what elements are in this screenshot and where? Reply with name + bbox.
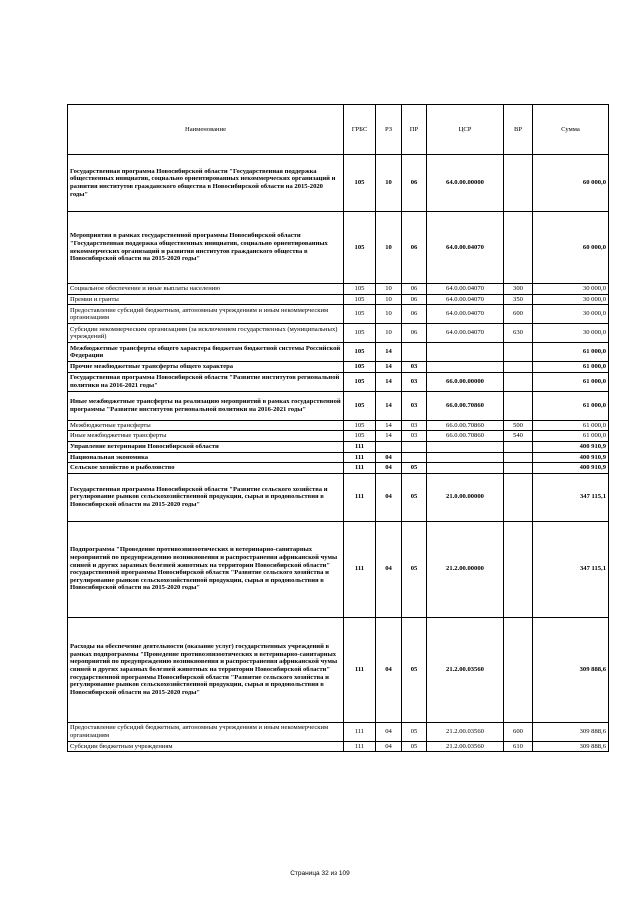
row-pr: 05 xyxy=(402,463,427,474)
table-row xyxy=(68,521,609,617)
row-vr: 610 xyxy=(504,741,533,752)
row-csr: 64.0.00.00000 xyxy=(427,155,504,212)
row-pr: 05 xyxy=(402,741,427,752)
table-row xyxy=(68,155,609,212)
row-grbs: 105 xyxy=(344,362,376,373)
row-sum: 347 115,1 xyxy=(533,473,609,521)
row-pr: 05 xyxy=(402,473,427,521)
row-pr: 06 xyxy=(402,284,427,295)
row-grbs: 105 xyxy=(344,305,376,324)
row-csr: 21.2.00.03560 xyxy=(427,617,504,722)
row-vr xyxy=(504,155,533,212)
page-number: Страница 32 из 109 xyxy=(290,870,350,877)
header-rz: РЗ xyxy=(376,105,402,155)
row-vr xyxy=(504,617,533,722)
row-grbs: 105 xyxy=(344,212,376,284)
row-rz: 14 xyxy=(376,420,402,431)
row-csr: 64.0.00.04070 xyxy=(427,324,504,343)
row-rz: 04 xyxy=(376,741,402,752)
row-vr xyxy=(504,343,533,362)
row-grbs: 111 xyxy=(344,473,376,521)
row-sum: 400 910,9 xyxy=(533,452,609,463)
row-name: Государственная программа Новосибирской области "Развитие сельского хозяйства и регулирование рынков сельскохозяйственной продукции, сырья и продовольствия в Новосибирской области на 2015-2020 годы" xyxy=(68,473,344,521)
row-sum: 61 000,0 xyxy=(533,343,609,362)
row-sum: 60 000,0 xyxy=(533,212,609,284)
row-sum: 347 115,1 xyxy=(533,521,609,617)
table-row xyxy=(68,420,609,431)
row-sum: 61 000,0 xyxy=(533,372,609,391)
table-header-row xyxy=(68,105,609,155)
row-pr xyxy=(402,452,427,463)
table-row xyxy=(68,305,609,324)
row-name: Иные межбюджетные трансферты на реализацию мероприятий в рамках государственной программы "Развитие институтов региональной политики на 2016-2021 годы" xyxy=(68,391,344,420)
row-name: Межбюджетные трансферты xyxy=(68,420,344,431)
row-vr xyxy=(504,391,533,420)
table-body xyxy=(68,155,609,752)
row-csr: 66.0.00.70860 xyxy=(427,391,504,420)
row-name: Предоставление субсидий бюджетным, автономным учреждениям и иным некоммерческим организациям xyxy=(68,722,344,741)
row-csr xyxy=(427,441,504,452)
table-row xyxy=(68,431,609,442)
row-sum: 61 000,0 xyxy=(533,391,609,420)
row-sum: 61 000,0 xyxy=(533,362,609,373)
row-csr: 64.0.00.04070 xyxy=(427,284,504,295)
row-sum: 400 910,9 xyxy=(533,441,609,452)
table-row xyxy=(68,362,609,373)
row-grbs: 105 xyxy=(344,343,376,362)
row-grbs: 105 xyxy=(344,324,376,343)
row-vr xyxy=(504,362,533,373)
table-row xyxy=(68,473,609,521)
table-row xyxy=(68,441,609,452)
row-sum: 61 000,0 xyxy=(533,431,609,442)
row-rz: 04 xyxy=(376,452,402,463)
row-csr: 64.0.00.04070 xyxy=(427,294,504,305)
row-rz: 10 xyxy=(376,212,402,284)
row-vr xyxy=(504,463,533,474)
row-grbs: 111 xyxy=(344,521,376,617)
row-sum: 30 000,0 xyxy=(533,294,609,305)
row-pr: 03 xyxy=(402,420,427,431)
row-grbs: 111 xyxy=(344,463,376,474)
row-rz: 10 xyxy=(376,324,402,343)
row-pr: 06 xyxy=(402,212,427,284)
row-sum: 309 888,6 xyxy=(533,617,609,722)
row-pr: 03 xyxy=(402,362,427,373)
table-row xyxy=(68,617,609,722)
row-name: Сельское хозяйство и рыболовство xyxy=(68,463,344,474)
row-grbs: 105 xyxy=(344,372,376,391)
row-rz: 04 xyxy=(376,722,402,741)
row-vr xyxy=(504,521,533,617)
row-csr: 66.0.00.70860 xyxy=(427,431,504,442)
header-pr: ПР xyxy=(402,105,427,155)
row-vr: 350 xyxy=(504,294,533,305)
row-csr xyxy=(427,463,504,474)
row-csr: 21.2.00.03560 xyxy=(427,741,504,752)
row-name: Межбюджетные трансферты общего характера бюджетам бюджетной системы Российской Федерации xyxy=(68,343,344,362)
row-name: Государственная программа Новосибирской области "Государственная поддержка общественных инициатив, социально ориентированных некоммерческих организаций и развития институтов гражданского общества в Новосибирской области на 2015-2020 годы" xyxy=(68,155,344,212)
row-sum: 61 000,0 xyxy=(533,420,609,431)
table-row xyxy=(68,741,609,752)
row-csr: 64.0.00.04070 xyxy=(427,305,504,324)
table-row xyxy=(68,294,609,305)
row-name: Иные межбюджетные трансферты xyxy=(68,431,344,442)
row-csr: 66.0.00.00000 xyxy=(427,372,504,391)
row-vr: 600 xyxy=(504,305,533,324)
row-vr xyxy=(504,473,533,521)
row-csr: 64.0.00.04070 xyxy=(427,212,504,284)
row-rz: 10 xyxy=(376,284,402,295)
header-csr: ЦСР xyxy=(427,105,504,155)
row-pr xyxy=(402,441,427,452)
row-name: Субсидии некоммерческим организациям (за исключением государственных (муниципальных) учреждений) xyxy=(68,324,344,343)
table-row xyxy=(68,343,609,362)
header-name: Наименование xyxy=(68,105,344,155)
row-vr: 600 xyxy=(504,722,533,741)
row-pr: 05 xyxy=(402,722,427,741)
row-pr: 03 xyxy=(402,372,427,391)
row-grbs: 105 xyxy=(344,420,376,431)
table-row xyxy=(68,324,609,343)
row-vr: 300 xyxy=(504,284,533,295)
header-sum: Сумма xyxy=(533,105,609,155)
header-vr: ВР xyxy=(504,105,533,155)
row-vr: 540 xyxy=(504,431,533,442)
table-row xyxy=(68,212,609,284)
row-grbs: 105 xyxy=(344,294,376,305)
row-rz: 10 xyxy=(376,294,402,305)
row-rz: 14 xyxy=(376,391,402,420)
row-vr xyxy=(504,452,533,463)
row-pr: 06 xyxy=(402,155,427,212)
row-grbs: 111 xyxy=(344,441,376,452)
row-csr: 21.2.00.00000 xyxy=(427,521,504,617)
row-rz: 10 xyxy=(376,305,402,324)
row-name: Социальное обеспечение и иные выплаты населению xyxy=(68,284,344,295)
row-vr: 500 xyxy=(504,420,533,431)
row-csr: 21.2.00.03560 xyxy=(427,722,504,741)
row-sum: 30 000,0 xyxy=(533,324,609,343)
budget-table xyxy=(67,104,609,752)
row-name: Мероприятия в рамках государственной программы Новосибирской области "Государственная поддержка общественных инициатив, социально ориентированных некоммерческих организаций и развития институтов гражданского общества в Новосибирской области на 2015-2020 годы" xyxy=(68,212,344,284)
row-grbs: 111 xyxy=(344,722,376,741)
row-sum: 400 910,9 xyxy=(533,463,609,474)
row-grbs: 111 xyxy=(344,452,376,463)
row-sum: 30 000,0 xyxy=(533,305,609,324)
row-rz: 04 xyxy=(376,521,402,617)
table-row xyxy=(68,372,609,391)
row-grbs: 105 xyxy=(344,431,376,442)
row-rz: 04 xyxy=(376,463,402,474)
row-sum: 309 888,6 xyxy=(533,722,609,741)
row-vr xyxy=(504,212,533,284)
table-row xyxy=(68,722,609,741)
row-vr: 630 xyxy=(504,324,533,343)
row-pr: 05 xyxy=(402,617,427,722)
row-rz: 14 xyxy=(376,372,402,391)
row-pr xyxy=(402,343,427,362)
row-rz xyxy=(376,441,402,452)
row-rz: 14 xyxy=(376,343,402,362)
table-row xyxy=(68,452,609,463)
row-csr xyxy=(427,362,504,373)
row-name: Премии и гранты xyxy=(68,294,344,305)
row-csr: 66.0.00.70860 xyxy=(427,420,504,431)
row-name: Прочие межбюджетные трансферты общего характера xyxy=(68,362,344,373)
row-grbs: 105 xyxy=(344,391,376,420)
row-csr xyxy=(427,452,504,463)
row-grbs: 111 xyxy=(344,741,376,752)
row-grbs: 111 xyxy=(344,617,376,722)
row-rz: 04 xyxy=(376,617,402,722)
table-row xyxy=(68,284,609,295)
row-name: Национальная экономика xyxy=(68,452,344,463)
row-grbs: 105 xyxy=(344,155,376,212)
row-vr xyxy=(504,441,533,452)
row-name: Расходы на обеспечение деятельности (оказание услуг) государственных учреждений в рамках подпрограммы "Проведение противоэпизоотических и ветеринарно-санитарных мероприятий по предупреждению возникновения и распространения африканской чумы свиней и других заразных болезней животных на территории Новосибирской области" государственной программы Новосибирской области "Развитие сельского хозяйства и регулирование рынков сельскохозяйственной продукции, сырья и продовольствия в Новосибирской области на 2015-2020 годы" xyxy=(68,617,344,722)
row-name: Управление ветеринарии Новосибирской области xyxy=(68,441,344,452)
row-csr xyxy=(427,343,504,362)
row-name: Предоставление субсидий бюджетным, автономным учреждениям и иным некоммерческим организациям xyxy=(68,305,344,324)
row-pr: 06 xyxy=(402,324,427,343)
row-pr: 06 xyxy=(402,294,427,305)
table-row xyxy=(68,391,609,420)
row-name: Государственная программа Новосибирской области "Развитие институтов региональной политики на 2016-2021 годы" xyxy=(68,372,344,391)
row-vr xyxy=(504,372,533,391)
row-name: Субсидии бюджетным учреждениям xyxy=(68,741,344,752)
row-name: Подпрограмма "Проведение противоэпизоотических и ветеринарно-санитарных мероприятий по предупреждению возникновения и распространения африканской чумы свиней и других заразных болезней животных на территории Новосибирской области" государственной программы Новосибирской области "Развитие сельского хозяйства и регулирование рынков сельскохозяйственной продукции, сырья и продовольствия в Новосибирской области на 2015-2020 годы" xyxy=(68,521,344,617)
row-csr: 21.0.00.00000 xyxy=(427,473,504,521)
row-pr: 03 xyxy=(402,391,427,420)
row-sum: 30 000,0 xyxy=(533,284,609,295)
row-rz: 10 xyxy=(376,155,402,212)
row-grbs: 105 xyxy=(344,284,376,295)
row-rz: 04 xyxy=(376,473,402,521)
row-rz: 14 xyxy=(376,362,402,373)
row-sum: 309 888,6 xyxy=(533,741,609,752)
row-rz: 14 xyxy=(376,431,402,442)
row-pr: 03 xyxy=(402,431,427,442)
table-row xyxy=(68,463,609,474)
row-sum: 60 000,0 xyxy=(533,155,609,212)
header-grbs: ГРБС xyxy=(344,105,376,155)
row-pr: 05 xyxy=(402,521,427,617)
row-pr: 06 xyxy=(402,305,427,324)
